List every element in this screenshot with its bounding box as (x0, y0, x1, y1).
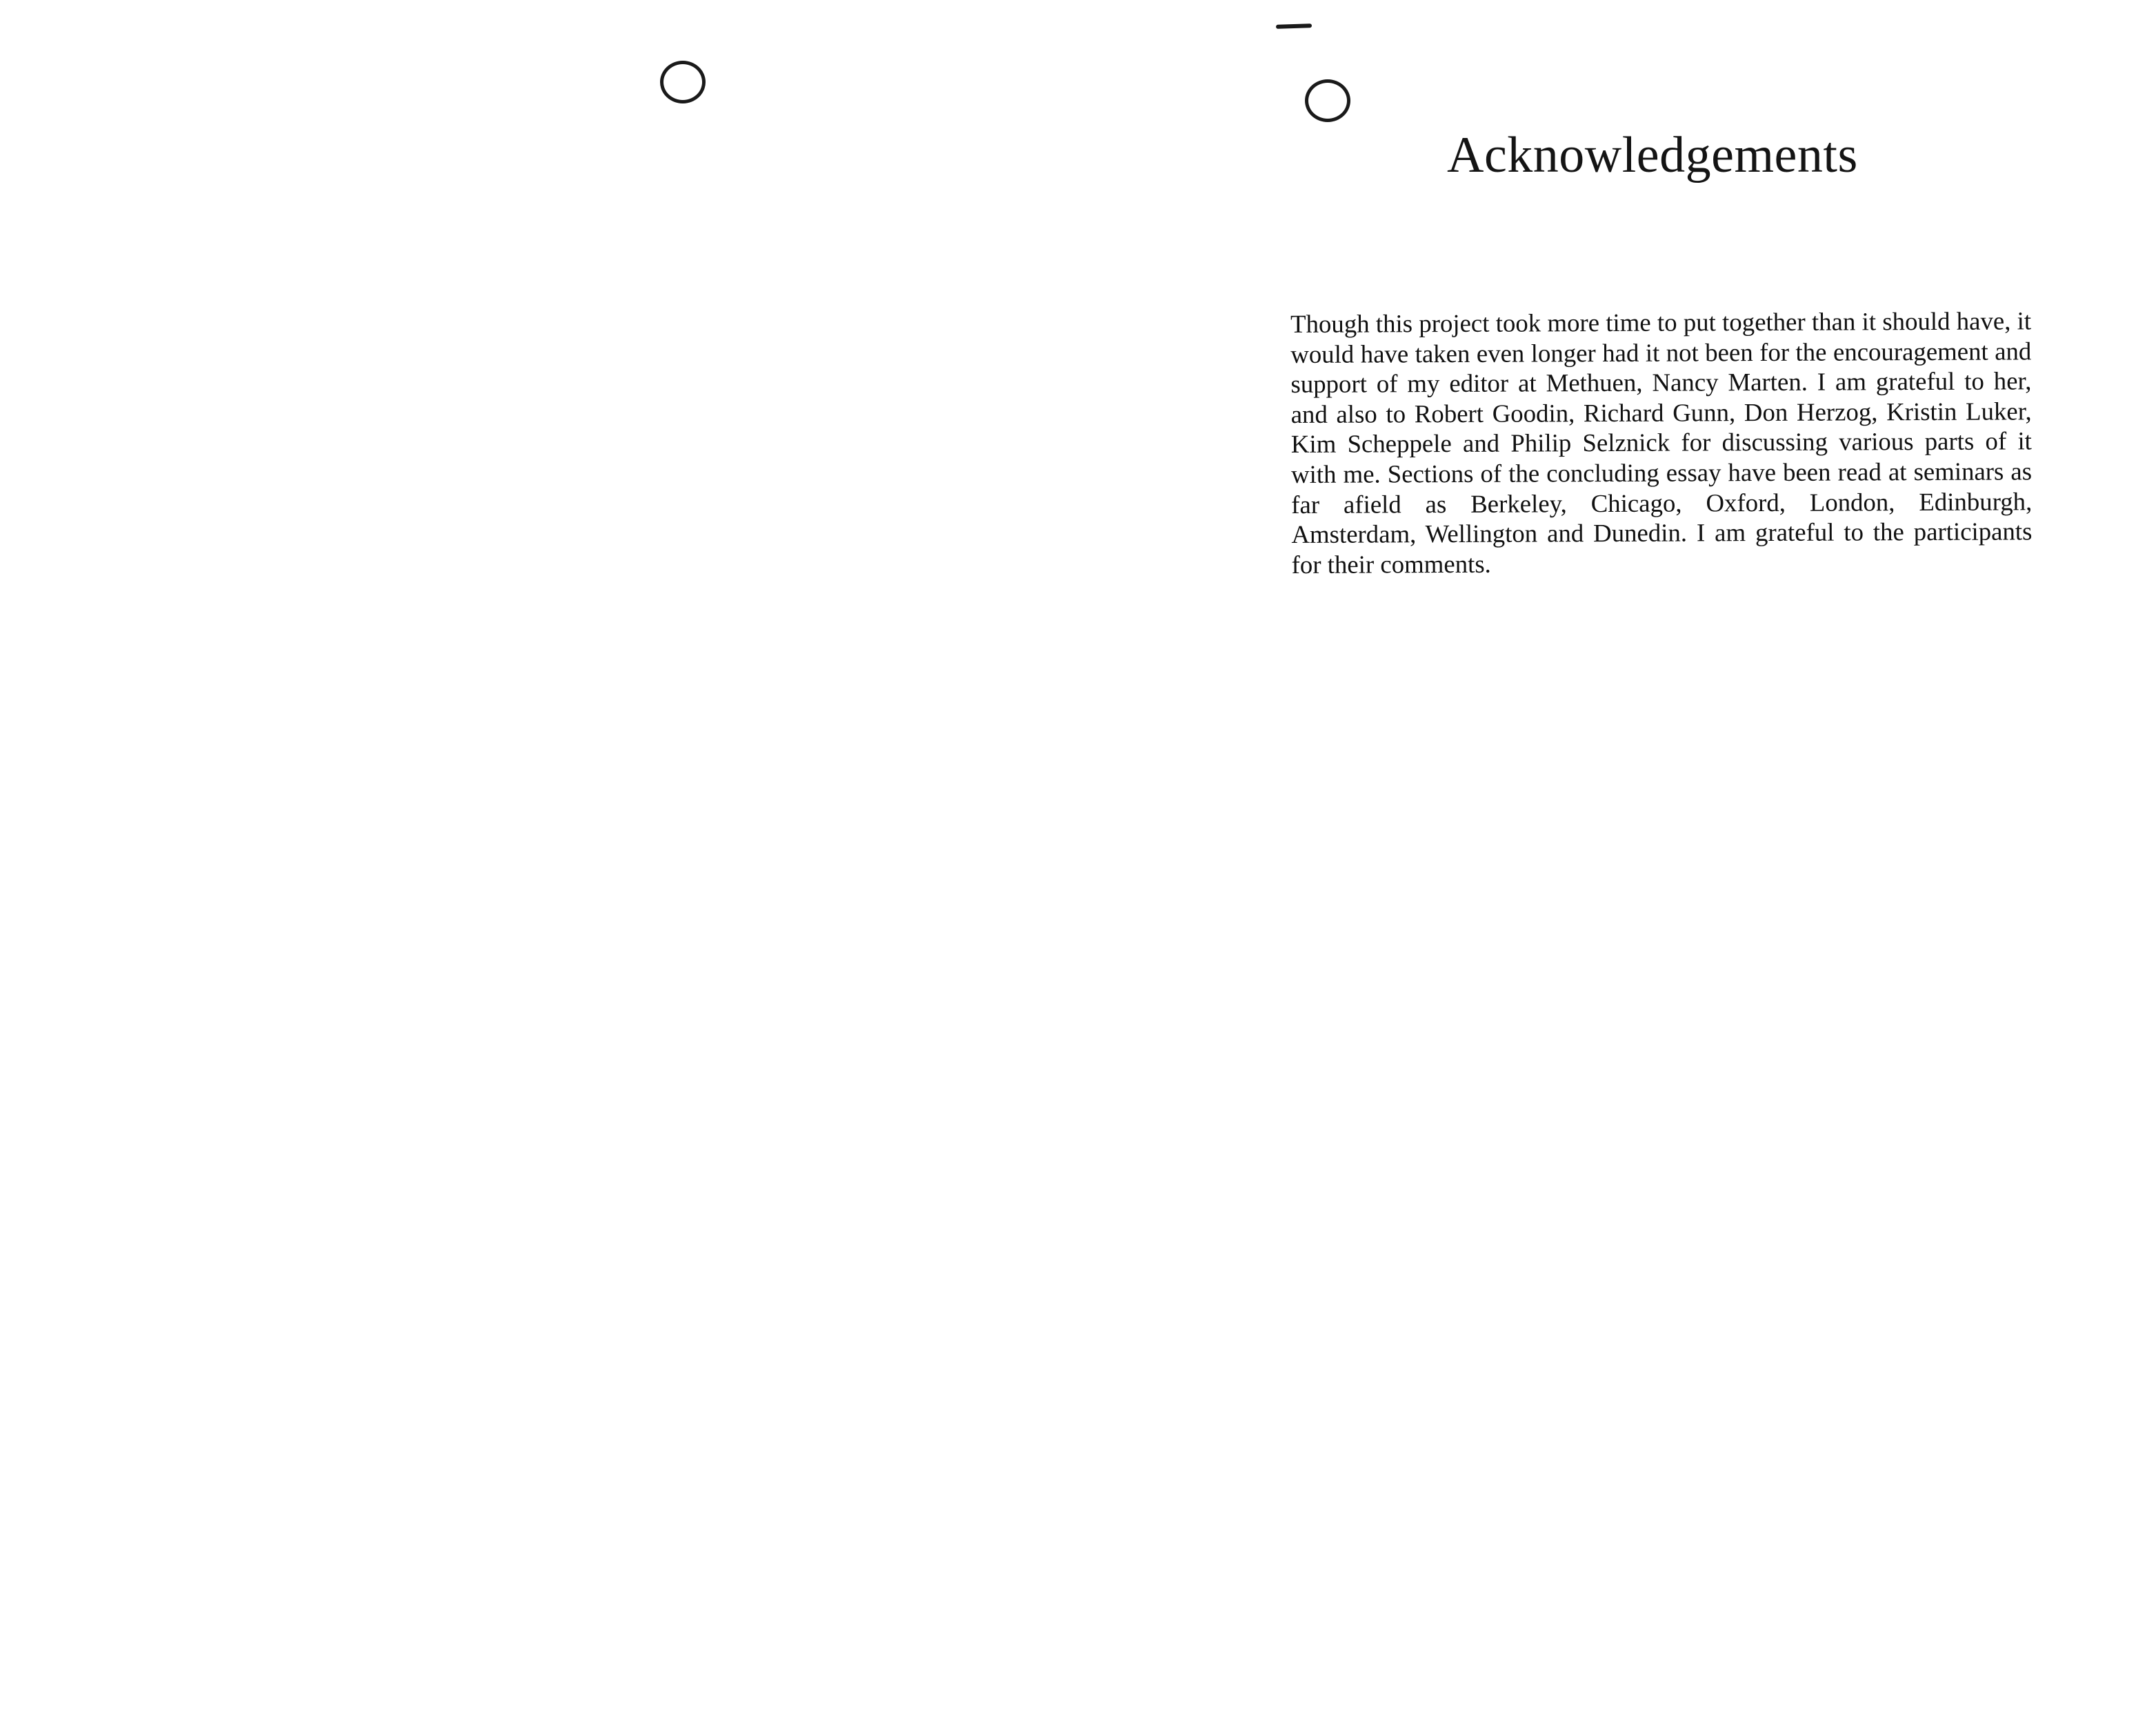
punch-hole-right (1305, 79, 1350, 122)
punch-hole-left (660, 61, 706, 103)
page-title: Acknowledgements (1447, 127, 1858, 183)
acknowledgements-paragraph: Though this project took more time to put together than it should have, it would have taken even longer had it not been for the encouragement and support of my editor at Methuen, Nancy Marten. I am grateful to her, and also to Robert Goodin, Richard Gunn, Don Herzog, Kristin Luker, Kim Scheppele and Philip Selznick for discussing various parts of it with me. Sections of the concluding essay have been read at seminars as far afield as Berkeley, Chicago, Oxford, London, Edinburgh, Amsterdam, Wellington and Dunedin. I am grateful to the participants for their comments. (1290, 306, 2033, 579)
right-page (1078, 0, 2156, 1710)
